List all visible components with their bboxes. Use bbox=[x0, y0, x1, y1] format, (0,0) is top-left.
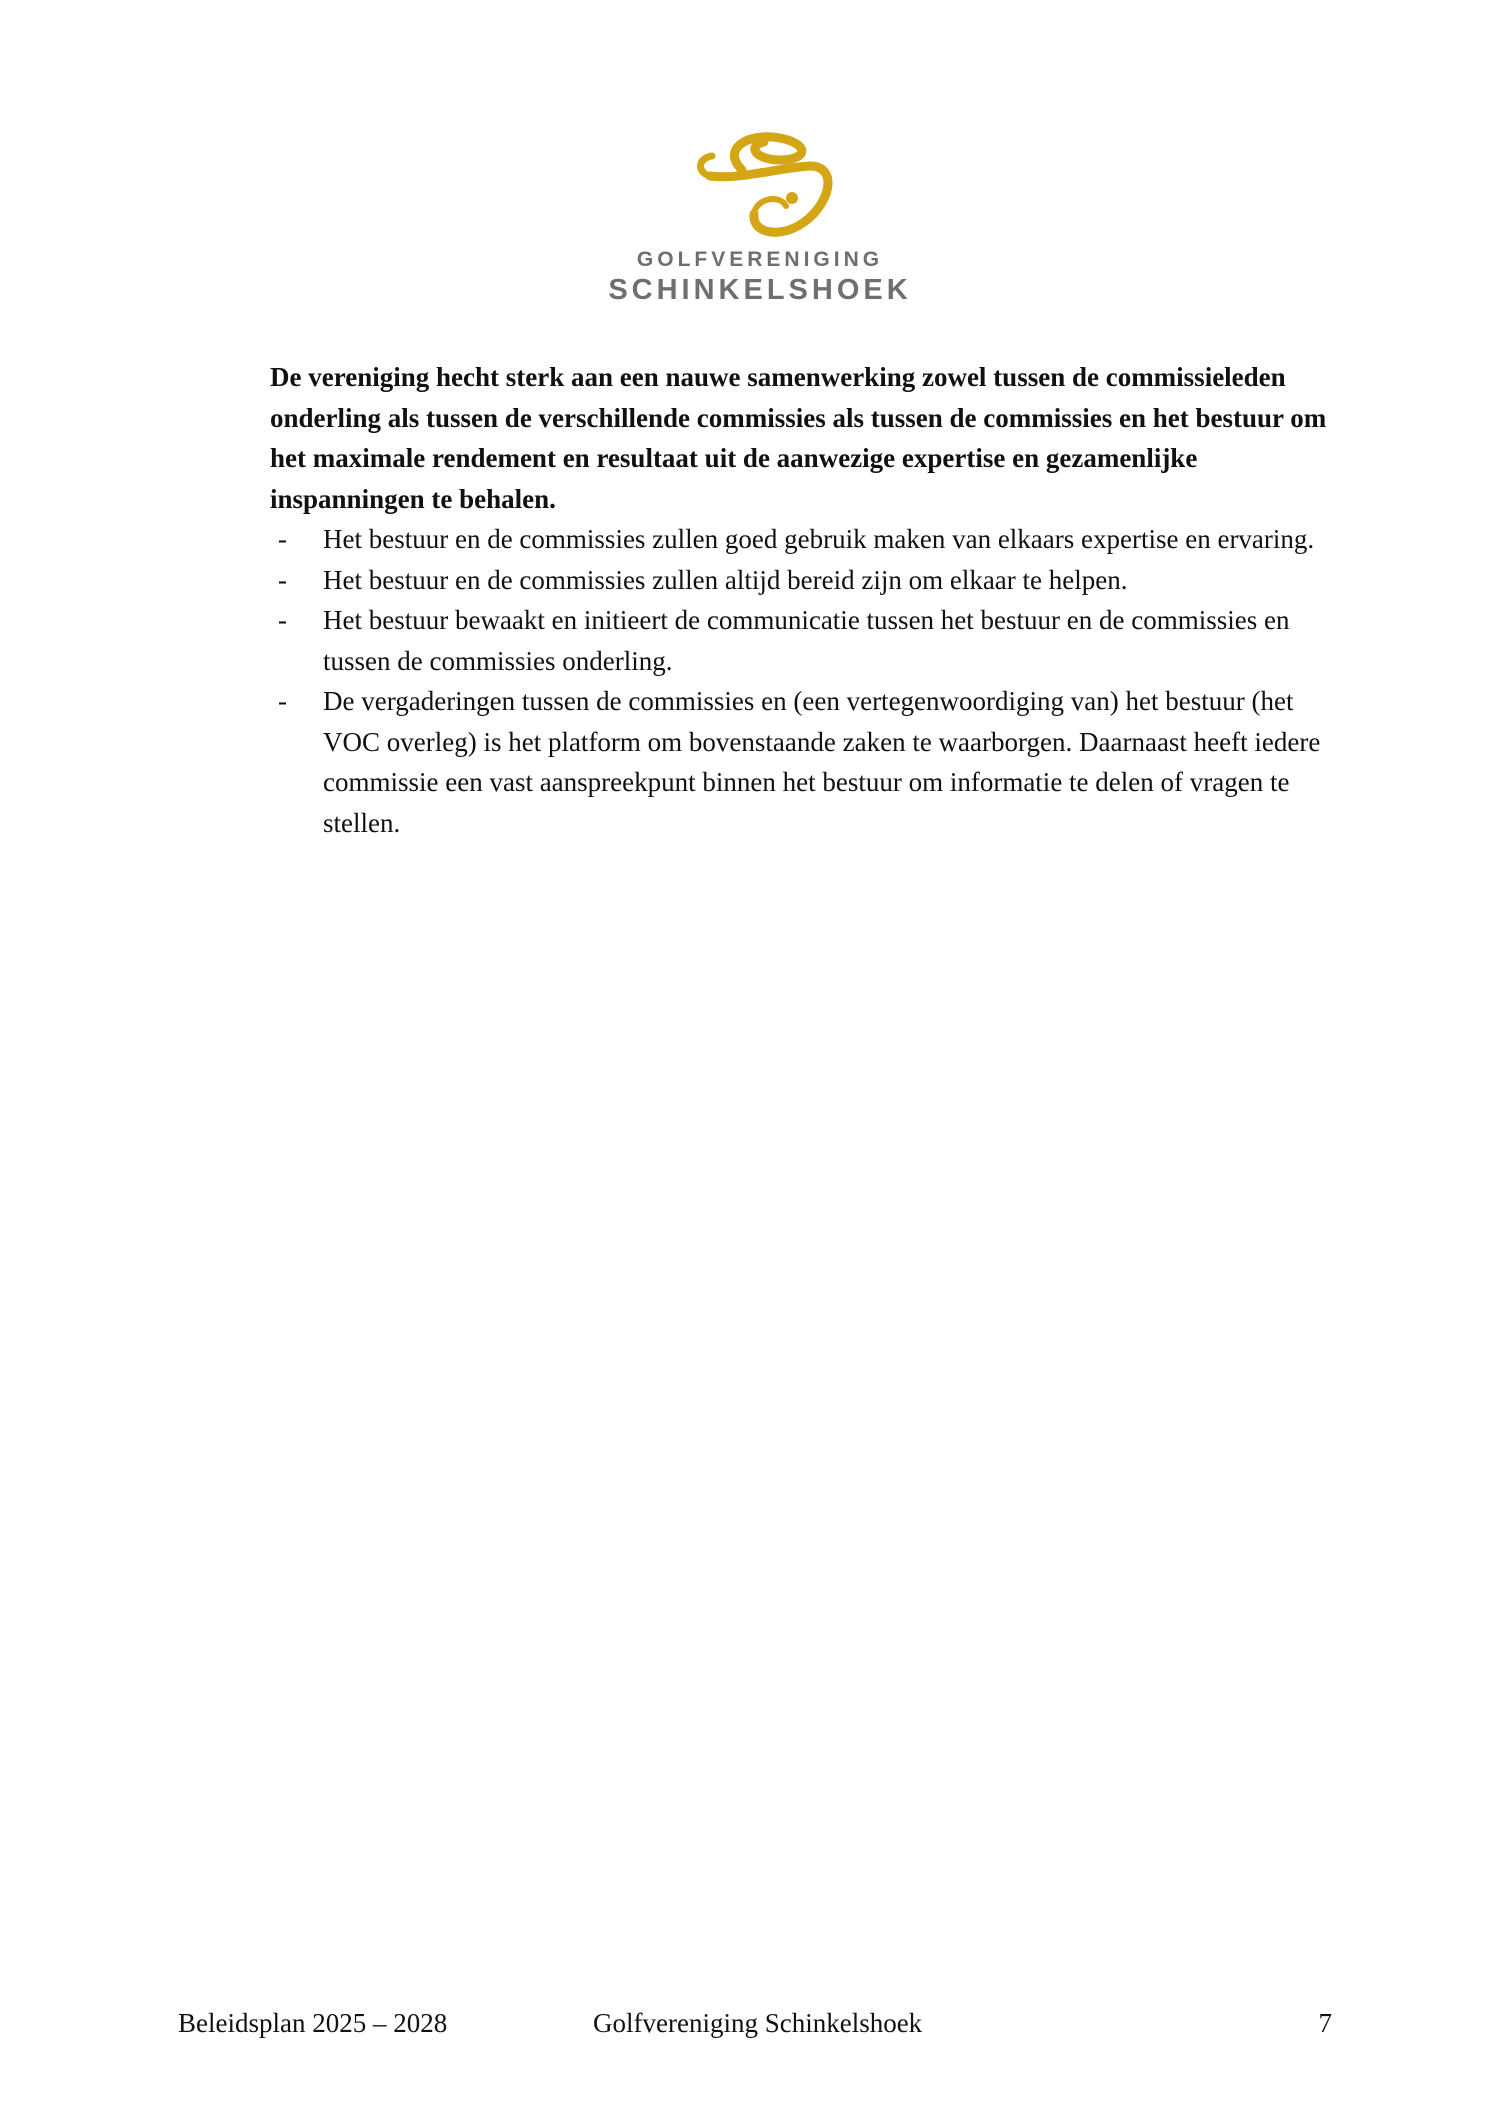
list-item bbox=[270, 681, 1350, 843]
list-item bbox=[270, 519, 1350, 560]
bullet-dash: - bbox=[278, 564, 287, 595]
page-number: 7 bbox=[1318, 2008, 1332, 2038]
bullet-dash: - bbox=[278, 524, 287, 554]
list-item bbox=[270, 560, 1350, 601]
golf-swirl-logo-icon bbox=[680, 128, 840, 238]
bullet-dash: - bbox=[278, 686, 287, 716]
list-item-text: De vergaderingen tussen de commissies en (een vertegenwoordiging van) het bestuur (het VOC overleg) is het platform om bovenstaande zaken te waarborgen. Daarnaast heeft iedere commissie een vast aanspreekpunt binnen het bestuur om informatie te delen of vragen te stellen. bbox=[323, 686, 1321, 838]
club-logo bbox=[600, 128, 920, 318]
lead-paragraph: De vereniging hecht sterk aan een nauwe samenwerking zowel tussen de commissieleden onderling als tussen de verschillende commissies als tussen de commissies en het bestuur om het maximale rendement en resultaat uit de aanwezige expertise en gezamenlijke inspanningen te behalen. bbox=[270, 362, 1327, 514]
footer-document-title: Beleidsplan 2025 – 2028 bbox=[178, 2008, 448, 2038]
logo-text-top: GOLFVERENIGING bbox=[636, 248, 884, 271]
list-item-text: Het bestuur en de commissies zullen altijd bereid zijn om elkaar te helpen. bbox=[323, 564, 1128, 595]
list-item-text: Het bestuur bewaakt en initieert de communicatie tussen het bestuur en de commissies en tussen de commissies onderling. bbox=[323, 605, 1290, 676]
logo-text-bottom: SCHINKELSHOEK bbox=[608, 274, 912, 306]
list-item-text: Het bestuur en de commissies zullen goed gebruik maken van elkaars expertise en ervaring. bbox=[323, 524, 1315, 554]
bullet-dash: - bbox=[278, 605, 287, 635]
main-content bbox=[270, 357, 1350, 843]
footer-organization: Golfvereniging Schinkelshoek bbox=[593, 2008, 923, 2038]
bullet-list bbox=[270, 519, 1350, 843]
list-item bbox=[270, 600, 1350, 681]
